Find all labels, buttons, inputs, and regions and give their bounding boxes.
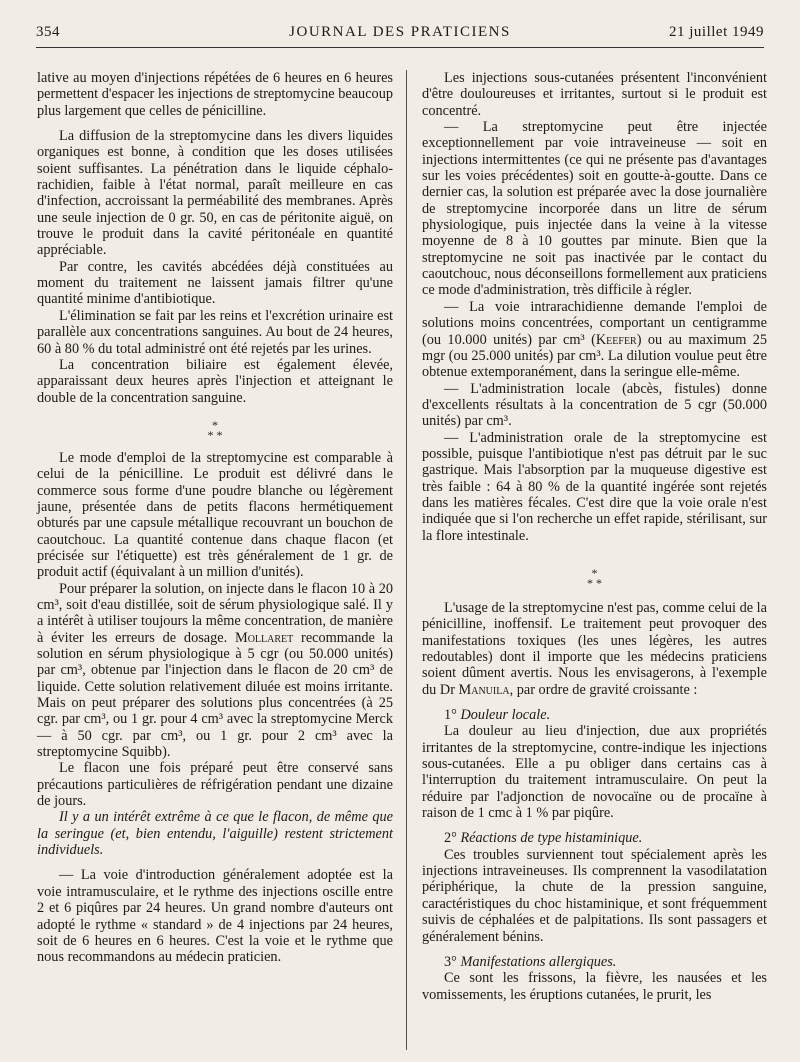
left-column	[37, 70, 393, 966]
section-heading	[422, 954, 767, 970]
page-number: 354	[36, 24, 60, 40]
paragraph: — La streptomycine peut être injectée exceptionnellement par voie intraveineuse — soit en injections intermittentes (ce qui ne présente pas d'avantages sur les voies précédentes) soit en goutte-à-goutte. Dans ce dernier cas, la solution est préparée avec la dose journalière de streptomycine incorporée dans un litre de sérum physiologique, puis injectée dans la veine à la vitesse moyenne de 8 à 10 gouttes par minute. Bien que la streptomycine ne soit pas inactivée par le contact du caoutchouc, nous déconseillons formellement aux praticiens ce mode d'administration, très difficile à régler.	[422, 119, 767, 299]
heading-number: 2°	[444, 830, 461, 847]
right-column	[422, 70, 767, 1003]
heading-title: Réactions de type histaminique.	[460, 830, 643, 847]
heading-number: 1°	[444, 707, 461, 724]
paragraph	[422, 600, 767, 698]
paragraph: La diffusion de la streptomycine dans les divers liquides organiques est bonne, à condition que les doses utilisées soient suffisantes. La pénétration dans le liquide céphalo-rachidien, faible à l'état normal, paraît meilleure en cas d'infection, accroissant la perméabilité des membranes. Après une seule injection de 0 gr. 50, en cas de péritonite aiguë, on trouve le produit dans la cavité péritonéale en quantité appréciable.	[37, 128, 393, 259]
paragraph: L'élimination se fait par les reins et l'excrétion urinaire est parallèle aux concentrations sanguines. Au bout de 24 heures, 60 à 80 % du total administré ont été rejetés par les urines.	[37, 307, 393, 357]
section-heading	[422, 830, 767, 846]
text-run: recommande la solution en sérum physiologique à 5 cgr (ou 50.000 unités) par cm³, obtenue par l'injection dans le flacon de 20 cm³ de liquide. Cette solution relativement diluée est moins irritante. Mais on peut préparer des solutions plus concentrées (à 25 cgr. par cm³, ou 1 gr. pour 4 cm³ avec la streptomycine Merck — à 50 cgr. par cm³, ou 1 gr. pour 2 cm³ avec la streptomycine Squibb).	[37, 629, 393, 761]
paragraph: Le flacon une fois préparé peut être conservé sans précautions particulières de réfrigération pendant une dizaine de jours.	[37, 760, 393, 810]
asterism-bottom: * *	[587, 575, 602, 590]
column-divider	[406, 70, 407, 1050]
text-run: , par ordre de gravité croissante :	[509, 681, 698, 698]
heading-number: 3°	[444, 953, 461, 970]
issue-date: 21 juillet 1949	[669, 24, 764, 40]
page-header	[36, 24, 764, 46]
paragraph: La douleur au lieu d'injection, due aux propriétés irritantes de la streptomycine, contre-indique les injections sous-cutanées. Elle a pu obliger dans certains cas à l'interruption du traitement intramusculaire. On peut la réduire par l'adjonction de novocaïne ou de procaïne à raison de 1 cmc à 1 % par piqûre.	[422, 723, 767, 822]
paragraph: Ces troubles surviennent tout spécialement après les injections intraveineuses. Ils comprennent la vasodilatation périphérique, la chute de la pression sanguine, caractéristiques du choc histaminique, et sont fréquemment suivis de céphalées et de palpitations. Ils sont passagers et généralement bénins.	[422, 846, 767, 945]
author-name: Manuila	[458, 681, 510, 698]
section-heading	[422, 707, 767, 723]
author-name: Keefer	[595, 331, 637, 348]
paragraph: lative au moyen d'injections répétées de 6 heures en 6 heures permettent d'espacer les injections de streptomycine beaucoup plus largement que celles de pénicilline.	[37, 70, 393, 119]
paragraph: Par contre, les cavités abcédées déjà constituées au moment du traitement ne laissent jamais filtrer qu'une quantité minime d'antibiotique.	[37, 258, 393, 308]
paragraph: La concentration biliaire est également élevée, apparaissant deux heures après l'injection et atteignant le double de la concentration sanguine.	[37, 356, 393, 406]
paragraph	[422, 299, 767, 381]
author-name: Mollaret	[235, 629, 294, 646]
paragraph: — La voie d'introduction généralement adoptée est la voie intramusculaire, et le rythme des injections oscille entre 2 et 6 piqûres par 24 heures. Un grand nombre d'auteurs ont adopté le rythme « standard » de 4 injections par 24 heures, soit de 6 heures en 6 heures. C'est la voie et le rythme que nous recommandons au médecin praticien.	[37, 867, 393, 966]
text-run: L'usage de la streptomycine n'est pas, comme celui de la pénicilline, inoffensif. Le traitement peut provoquer des manifestations toxiques (les unes légères, les autres redoutables) dont il importe que les médecins praticiens soient dûment avertis. Nous les envisagerons, à l'exemple du Dr	[422, 599, 767, 698]
heading-title: Manifestations allergiques.	[460, 953, 617, 970]
heading-title: Douleur locale.	[460, 707, 551, 724]
paragraph: Les injections sous-cutanées présentent l'inconvénient d'être douloureuses et irritantes, surtout si le produit est concentré.	[422, 70, 767, 119]
journal-title: JOURNAL DES PRATICIENS	[289, 24, 511, 40]
paragraph	[37, 581, 393, 761]
text-run: Pour préparer la solution, on injecte dans le flacon 10 à 20 cm³, soit d'eau distillée, soit de sérum physiologique salé. Il y a intérêt à utiliser toujours la même concentration, de manière à éviter les erreurs de dosage.	[37, 580, 393, 646]
text-run: ) ou au maximum 25 mgr (ou 25.000 unités) par cm³. La dilution voulue peut être obtenue extemporanément, dans la seringue elle-même.	[422, 331, 767, 381]
paragraph: — L'administration orale de la streptomycine est possible, puisque l'antibiotique n'est pas détruit par le suc gastrique. Mais l'absorption par la muqueuse digestive est très faible : 64 à 80 % de la quantité ingérée sont rejetés dans les matières fécales. C'est dire que la voie orale n'est indiquée que si l'on recherche un effet rapide, stérilisant, sur la flore intestinale.	[422, 429, 767, 544]
asterism-top: *	[212, 417, 218, 432]
header-rule	[36, 47, 764, 48]
asterism-top: *	[591, 565, 598, 580]
text-run: — La voie intrarachidienne demande l'emploi de solutions moins concentrées, comportant un centigramme (ou 10.000 unités) par cm³ (	[422, 298, 767, 348]
paragraph: Le mode d'emploi de la streptomycine est comparable à celui de la pénicilline. Le produit est délivré dans le commerce sous forme d'une poudre blanche ou légèrement jaune, présentée dans de petits flacons hermétiquement obturés par une capsule métallique recouvrant un bouchon de caoutchouc. La quantité contenue dans chaque flacon (et précisée sur l'étiquette) est très généralement de 1 gr. de produit actif (équivalant à un million d'unités).	[37, 449, 393, 581]
asterism-bottom: * *	[207, 427, 223, 442]
italic-paragraph: Il y a un intérêt extrême à ce que le flacon, de même que la seringue (et, bien entendu, l'aiguille) restent strictement individuels.	[37, 809, 393, 859]
paragraph: Ce sont les frissons, la fièvre, les nausées et les vomissements, les éruptions cutanées, le prurit, les	[422, 970, 767, 1003]
paragraph: — L'administration locale (abcès, fistules) donne d'excellents résultats à la concentration de 5 cgr (50.000 unités) par cm³.	[422, 380, 767, 430]
